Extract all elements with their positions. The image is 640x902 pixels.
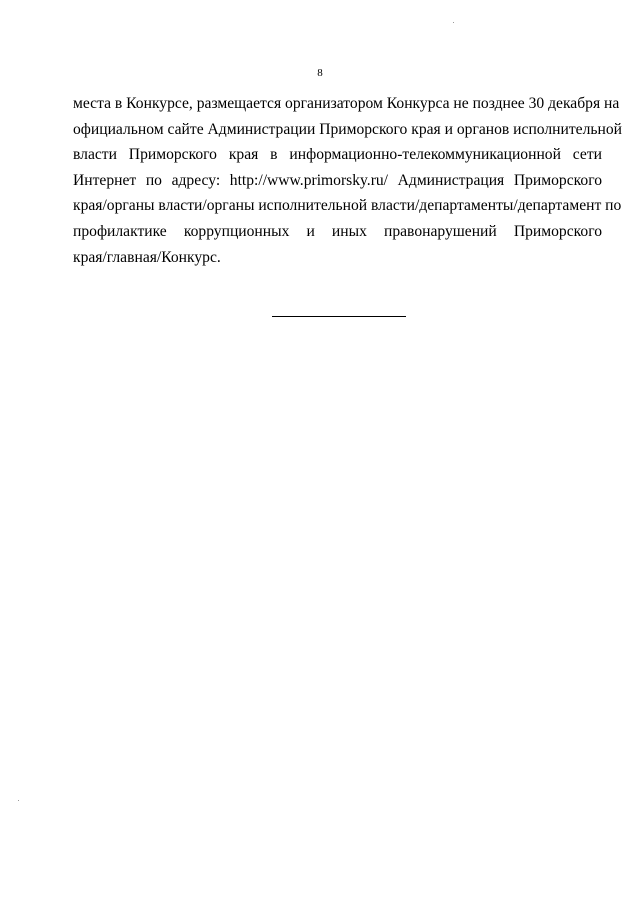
- paragraph-line-2: официальном сайте Администрации Приморского края и органов исполнительной: [73, 120, 622, 138]
- scan-speck: [18, 800, 19, 801]
- end-of-document-rule: [272, 316, 406, 317]
- paragraph-line-3: власти Приморского края в информационно-телекоммуникационной сети: [73, 146, 602, 164]
- paragraph-line-4: Интернет по адресу: http://www.primorsky.ru/ Администрация Приморского: [73, 171, 602, 189]
- paragraph-line-5: края/органы власти/органы исполнительной власти/департаменты/департамент по: [73, 197, 622, 215]
- paragraph-line-6: профилактике коррупционных и иных правонарушений Приморского: [73, 222, 602, 240]
- body-paragraph: [73, 91, 622, 270]
- page-number: 8: [317, 67, 323, 79]
- scan-speck: [453, 22, 454, 23]
- paragraph-line-7: края/главная/Конкурс.: [73, 248, 221, 266]
- paragraph-line-1: места в Конкурсе, размещается организатором Конкурса не позднее 30 декабря на: [73, 95, 620, 112]
